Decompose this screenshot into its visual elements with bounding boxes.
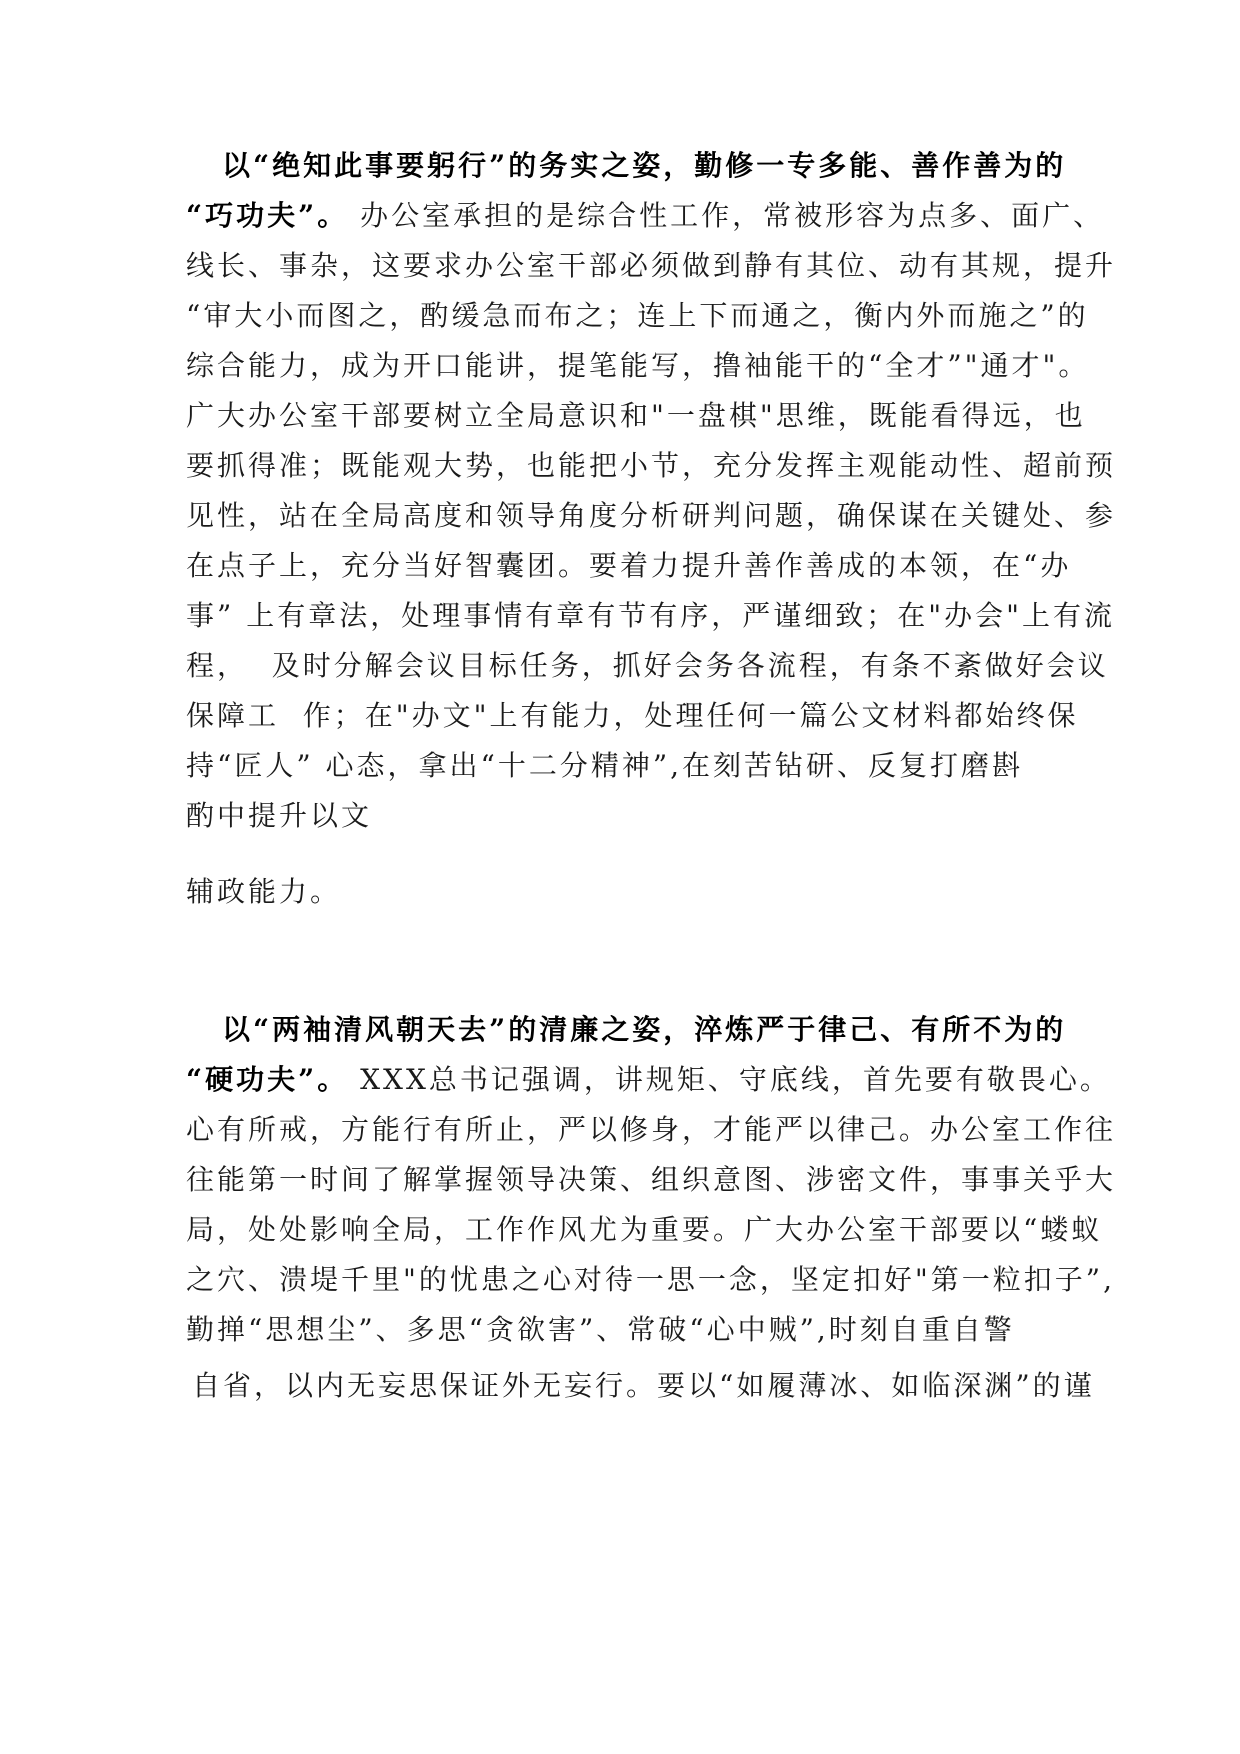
paragraph-1-line-8: 见性，站在全局高度和领导角度分析研判问题，确保谋在关键处、参 bbox=[186, 499, 1117, 532]
paragraph-2-line-4: 往能第一时间了解掌握领导决策、组织意图、涉密文件，事事关乎大 bbox=[186, 1163, 1117, 1196]
paragraph-2-line-6: 之穴、溃堤千里"的忧患之心对待一思一念，坚定扣好"第一粒扣子”, bbox=[186, 1263, 1115, 1296]
paragraph-2-line-7: 勤掸“思想尘”、多思“贪欲害”、常破“心中贼”,时刻自重自警 bbox=[186, 1313, 1015, 1346]
paragraph-1-line-2: “巧功夫”。 办公室承担的是综合性工作，常被形容为点多、面广、 bbox=[186, 199, 1105, 232]
paragraph-2-line-3: 心有所戒，方能行有所止，严以修身，才能严以律己。办公室工作往 bbox=[186, 1113, 1117, 1146]
paragraph-2-line-5: 局，处处影响全局，工作作风尤为重要。广大办公室干部要以“蝼蚁 bbox=[186, 1213, 1103, 1246]
paragraph-1-line-11: 程， 及时分解会议目标任务，抓好会务各流程，有条不紊做好会议 bbox=[186, 649, 1109, 682]
paragraph-1-line-5: 综合能力，成为开口能讲，提笔能写，撸袖能干的“全才”"通才"。 bbox=[186, 349, 1090, 382]
paragraph-1-line-3: 线长、事杂，这要求办公室干部必须做到静有其位、动有其规，提升 bbox=[186, 249, 1117, 282]
paragraph-1-line-7: 要抓得准；既能观大势，也能把小节，充分发挥主观能动性、超前预 bbox=[186, 449, 1117, 482]
paragraph-2-line-1: 以“两袖清风朝天去”的清廉之姿，淬炼严于律己、有所不为的 bbox=[222, 1013, 1067, 1046]
paragraph-1-line-12: 保障工 作；在"办文"上有能力，处理任何一篇公文材料都始终保 bbox=[186, 699, 1079, 732]
paragraph-1-line-15: 辅政能力。 bbox=[186, 875, 342, 908]
paragraph-1-line-9: 在点子上，充分当好智囊团。要着力提升善作善成的本领，在“办 bbox=[186, 549, 1072, 582]
paragraph-1-line-4: “审大小而图之，酌缓急而布之；连上下而通之，衡内外而施之”的 bbox=[186, 299, 1089, 332]
paragraph-1-line-14: 酌中提升以文 bbox=[186, 799, 373, 832]
paragraph-1-line-1: 以“绝知此事要躬行”的务实之姿，勤修一专多能、善作善为的 bbox=[222, 149, 1067, 182]
paragraph-2-line-8: 自省，以内无妄思保证外无妄行。要以“如履薄冰、如临深渊”的谨 bbox=[192, 1369, 1095, 1402]
paragraph-1-line-6: 广大办公室干部要树立全局意识和"一盘棋"思维，既能看得远，也 bbox=[186, 399, 1086, 432]
paragraph-1-line-10: 事” 上有章法，处理事情有章有节有序，严谨细致；在"办会"上有流 bbox=[186, 599, 1115, 632]
paragraph-2-line-2: “硬功夫”。 XXX总书记强调，讲规矩、守底线，首先要有敬畏心。 bbox=[186, 1063, 1111, 1096]
paragraph-1-line-13: 持“匠人” 心态，拿出“十二分精神”,在刻苦钻研、反复打磨斟 bbox=[186, 749, 1024, 782]
